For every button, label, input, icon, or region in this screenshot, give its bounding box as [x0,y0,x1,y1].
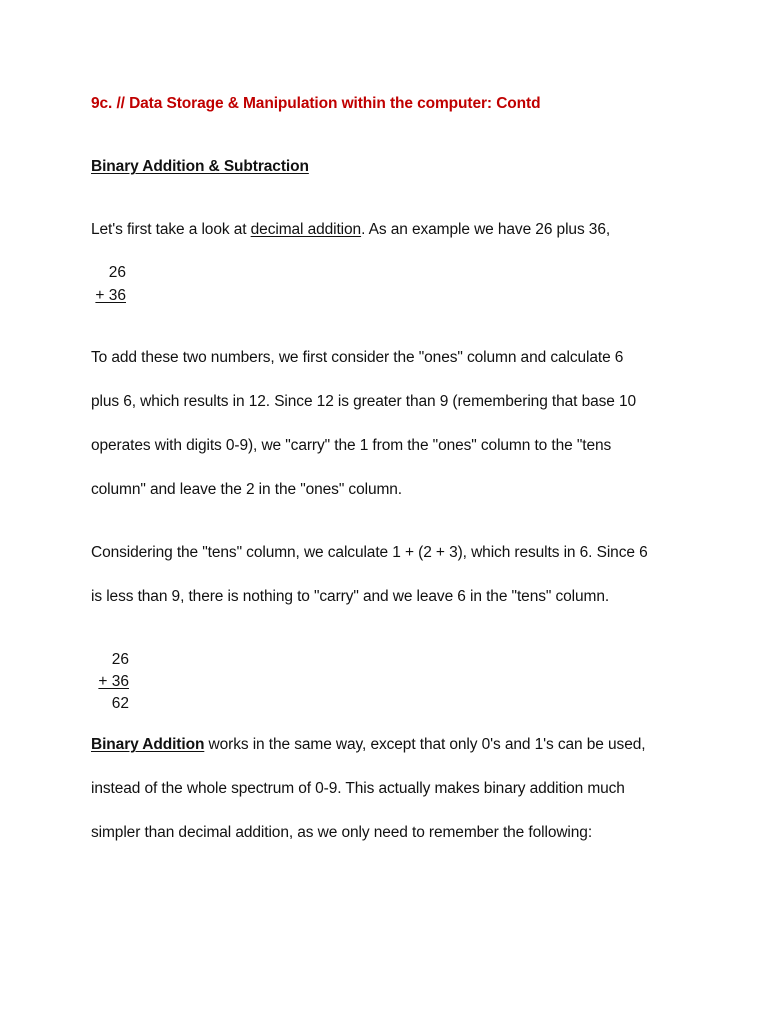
binary-paragraph-line3: simpler than decimal addition, as we only need to remember the following: [91,824,593,841]
example1-bottom: + 36 [95,287,126,304]
section-heading: Binary Addition & Subtraction [91,158,309,175]
binary-addition-term: Binary Addition [91,736,205,753]
paragraph1-line4: column" and leave the 2 in the "ones" column. [91,481,403,498]
example1-top: 26 [108,264,126,281]
paragraph2-line1: Considering the "tens" column, we calculate 1 + (2 + 3), which results in 6. Since 6 [91,544,648,561]
intro-text-after: . As an example we have 26 plus 36, [361,221,611,238]
intro-text-before: Let's first take a look at [91,221,251,238]
paragraph1-line3: operates with digits 0-9), we "carry" the 1 from the "ones" column to the "tens [91,437,612,454]
document-title: 9c. // Data Storage & Manipulation within the computer: Contd [91,95,541,112]
binary-line1-rest: works in the same way, except that only 0's and 1's can be used, [204,736,646,753]
example2-result: 62 [111,695,129,712]
paragraph1-line2: plus 6, which results in 12. Since 12 is greater than 9 (remembering that base 10 [91,393,637,410]
example2-top: 26 [111,651,129,668]
decimal-addition-term: decimal addition [250,221,362,238]
binary-paragraph-line2: instead of the whole spectrum of 0-9. This actually makes binary addition much [91,780,625,797]
intro-paragraph [91,221,610,239]
paragraph1-line1: To add these two numbers, we first consider the "ones" column and calculate 6 [91,349,624,366]
binary-paragraph-line1 [91,736,645,754]
example2-bottom: + 36 [98,673,129,690]
paragraph2-line2: is less than 9, there is nothing to "carry" and we leave 6 in the "tens" column. [91,588,610,605]
